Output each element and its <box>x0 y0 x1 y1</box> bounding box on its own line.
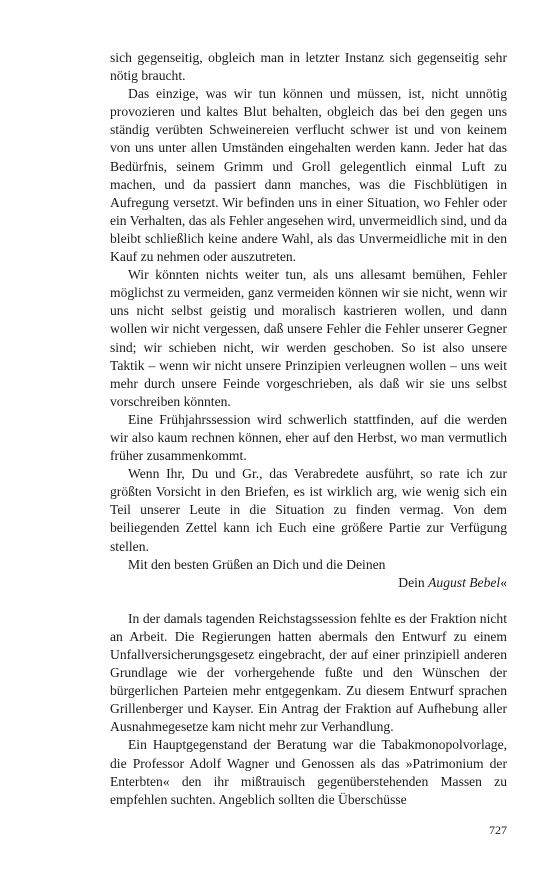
paragraph: sich gegenseitig, obgleich man in letzter Instanz sich gegenseitig sehr nötig braucht. <box>110 50 507 84</box>
signature-name: August Bebel <box>428 574 501 590</box>
paragraph: Das einzige, was wir tun können und müssen, ist, nicht unnötig provozieren und kaltes Blut behalten, obgleich das bei den gegen uns ständig verübten Schweinereien verflucht schwer ist und von keinem von uns unter allen Umständen eingehalten werden kann. Jeder hat das Bedürfnis, seinem Grimm und Groll gelegentlich einmal Luft zu machen, und da passiert dann manches, was die Fischblütigen in Aufregung versetzt. Wir befinden uns in einer Situation, wo Fehler oder ein Verhalten, das als Fehler angesehen wird, unvermeidlich sind, und da bleibt schließlich keine andere Wahl, als das Unvermeidliche mit in den Kauf zu nehmen oder auszutreten. <box>110 86 507 265</box>
paragraph: Wir könnten nichts weiter tun, als uns allesamt bemühen, Fehler möglichst zu vermeiden, ganz vermeiden können wir sie nicht, wenn wir uns nicht selbst geistig und moralisch kastrieren wollen, und dann wollen wir nicht vergessen, daß unsere Fehler die Fehler unserer Gegner sind; wir schieben nicht, wir werden geschoben. So ist also unsere Taktik – wenn wir nicht unsere Prinzipien verleugnen wollen – uns weit mehr durch unsere Feinde vorgeschrieben, als daß wir sie uns selbst vorschreiben könnten. <box>110 267 507 409</box>
closing-greeting: Mit den besten Grüßen an Dich und die Deinen <box>128 556 386 572</box>
paragraph: Ein Hauptgegenstand der Beratung war die Tabakmonopolvorlage, die Professor Adolf Wagner und Genossen als das »Patrimonium der Enterbten« den ihr mißtrauisch gegenüberstehenden Massen zu empfehlen suchten. Angeblich sollten die Überschüsse <box>110 737 507 807</box>
page-body <box>110 49 507 809</box>
closing-quote: « <box>500 574 507 590</box>
paragraph: In der damals tagenden Reichstagssession fehlte es der Fraktion nicht an Arbeit. Die Regierungen hatten abermals den Entwurf zu einem Unfallversicherungsgesetz eingebracht, der auf einer prinzipiell anderen Grundlage wie der vorhergehende fußte und den Wünschen der bürgerlichen Parteien mehr entgegenkam. Zu diesem Entwurf sprachen Grillenberger und Kayser. Ein Antrag der Fraktion auf Aufhebung aller Ausnahmegesetze kam nicht mehr zur Verhandlung. <box>110 610 507 735</box>
section-gap <box>110 592 507 610</box>
paragraph: Wenn Ihr, Du und Gr., das Verabredete ausführt, so rate ich zur größten Vorsicht in den Briefen, es ist wirklich arg, wie wenig sich ein Teil unserer Leute in die Situation zu finden vermag. Von dem beiliegenden Zettel kann ich Euch eine größere Partie zur Verfügung stellen. <box>110 466 507 554</box>
signature-line <box>110 574 507 592</box>
paragraph: Eine Frühjahrssession wird schwerlich stattfinden, auf die werden wir also kaum rechnen können, eher auf den Herbst, wo man vermutlich früher zusammenkommt. <box>110 411 507 464</box>
signature-prefix: Dein <box>398 574 429 590</box>
page-number: 727 <box>489 823 507 837</box>
